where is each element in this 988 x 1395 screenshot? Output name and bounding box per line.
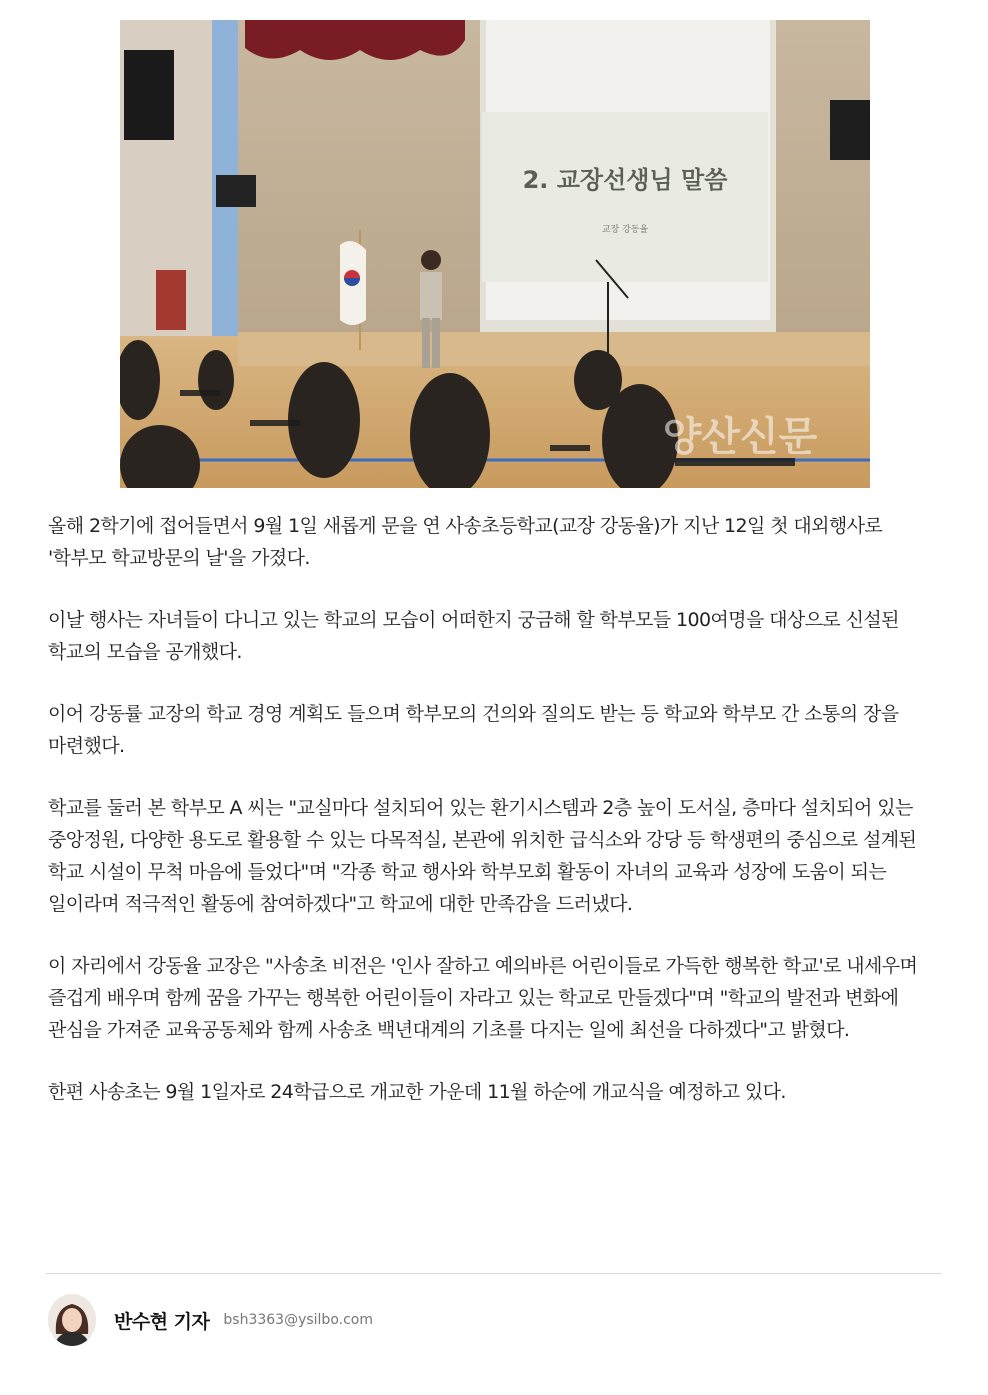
reporter-email[interactable]: bsh3363@ysilbo.com (223, 1312, 373, 1328)
article-photo (120, 20, 870, 488)
byline-divider (46, 1273, 942, 1274)
article-paragraph: 이어 강동률 교장의 학교 경영 계획도 들으며 학부모의 건의와 질의도 받는 등 학교와 학부모 간 소통의 장을 마련했다. (48, 703, 899, 757)
photo-watermark: 양산신문 (662, 414, 818, 460)
slide-title: 2. 교장선생님 말씀 (522, 166, 728, 194)
article-paragraph: 학교를 둘러 본 학부모 A 씨는 "교실마다 설치되어 있는 환기시스템과 2층 높이 도서실, 층마다 설치되어 있는 중앙정원, 다양한 용도로 활용할 수 있는 다목적실, 본관에 위치한 급식소와 강당 등 학생편의 중심으로 설계된 학교 시설이 무척 마음에 들었다"며 "각종 학교 행사와 학부모회 활동이 자녀의 교육과 성장에 도움이 되는 일이라며 적극적인 활동에 참여하겠다"고 학교에 대한 만족감을 드러냈다. (48, 797, 917, 915)
auditorium-photo-illustration (120, 20, 870, 488)
article-paragraph: 이 자리에서 강동율 교장은 "사송초 비전은 '인사 잘하고 예의바른 어린이들로 가득한 행복한 학교'로 내세우며 즐겁게 배우며 함께 꿈을 가꾸는 행복한 어린이들이 자라고 있는 학교로 만들겠다"며 "학교의 발전과 변화에 관심을 가져준 교육공동체와 함께 사송초 백년대계의 기초를 다지는 일에 최선을 다하겠다"고 밝혔다. (48, 955, 918, 1041)
reporter-name: 반수현 기자 (114, 1310, 210, 1333)
article-body (48, 510, 944, 1138)
slide-subtitle: 교장 강동율 (601, 225, 649, 235)
article-paragraph: 한편 사송초는 9월 1일자로 24학급으로 개교한 가운데 11월 하순에 개교식을 예정하고 있다. (48, 1081, 786, 1103)
article-paragraph: 올해 2학기에 접어들면서 9월 1일 새롭게 문을 연 사송초등학교(교장 강동율)가 지난 12일 첫 대외행사로 '학부모 학교방문의 날'을 가졌다. (48, 515, 883, 569)
reporter-avatar (48, 1294, 96, 1346)
article-paragraph: 이날 행사는 자녀들이 다니고 있는 학교의 모습이 어떠한지 궁금해 할 학부모들 100여명을 대상으로 신설된 학교의 모습을 공개했다. (48, 609, 899, 663)
reporter-byline (48, 1292, 373, 1348)
